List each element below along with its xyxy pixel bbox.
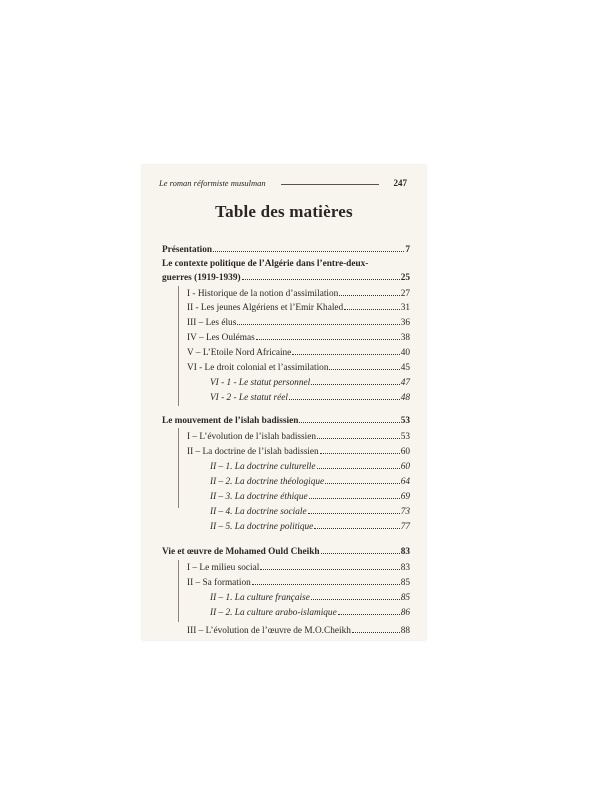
toc-entry-label: II – 1. La doctrine culturelle <box>210 462 316 472</box>
toc-entry-page: 64 <box>400 477 410 487</box>
toc-entry-page: 53 <box>400 416 410 426</box>
toc-entry <box>210 376 410 389</box>
leader-dots <box>289 391 400 400</box>
toc-entry-label: VI - 2 - Le statut réel <box>210 393 288 403</box>
toc-entry <box>162 271 410 284</box>
toc-entry-label: II – Sa formation <box>187 578 251 588</box>
section-brace <box>178 428 179 508</box>
toc-entry-label: VI - Le droit colonial et l’assimilation <box>187 363 329 373</box>
toc-entry <box>162 414 410 427</box>
toc-entry-page: 85 <box>400 578 410 588</box>
toc-entry-label: II – 1. La culture française <box>210 593 310 603</box>
toc-entry-page: 83 <box>400 563 410 573</box>
toc-entry <box>210 505 410 518</box>
toc-entry-page: 45 <box>400 363 410 373</box>
toc-entry-label: Vie et œuvre de Mohamed Ould Cheikh <box>162 547 320 557</box>
section-brace <box>178 560 179 622</box>
leader-dots <box>339 287 399 296</box>
toc-entry-page: 25 <box>400 273 410 283</box>
toc-entry-page: 53 <box>400 432 410 442</box>
leader-dots <box>309 490 400 499</box>
toc-entry-label: II - Les jeunes Algériens et l’Emir Khaled <box>187 303 344 313</box>
toc-entry-label: II – 2. La doctrine théologique <box>210 477 325 487</box>
toc-entry <box>210 475 410 488</box>
toc-entry <box>187 430 410 443</box>
toc-entry-label: Le mouvement de l’islah badissien <box>162 416 299 426</box>
running-title: Le roman réformiste musulman <box>159 178 266 188</box>
toc-entry-label: IV – Les Oulémas <box>187 333 255 343</box>
leader-dots <box>213 243 404 252</box>
toc-entry <box>162 243 410 256</box>
toc-entry-page: 7 <box>405 245 410 255</box>
toc-entry-label: II – 4. La doctrine sociale <box>210 507 307 517</box>
toc-entry-label: III – Les élus <box>187 318 237 328</box>
toc-entry-page: 86 <box>400 608 410 618</box>
toc-entry-label: VI - 1 - Le statut personnel <box>210 378 311 388</box>
toc-entry <box>187 316 410 329</box>
toc-entry <box>187 346 410 359</box>
leader-dots <box>237 316 399 325</box>
toc-entry <box>210 490 410 503</box>
toc-entry-page: 47 <box>400 378 410 388</box>
leader-dots <box>292 346 399 355</box>
toc-entry-label-line1: Le contexte politique de l’Algérie dans l’entre-deux- <box>162 259 369 269</box>
toc-entry-label: II – 2. La culture arabo-islamique <box>210 608 337 618</box>
toc-entry <box>162 545 410 558</box>
toc-entry <box>187 287 410 300</box>
leader-dots <box>242 271 400 280</box>
leader-dots <box>260 561 399 570</box>
toc-entry-label: II – La doctrine de l’islah badissien <box>187 447 319 457</box>
toc-entry-label: I - Historique de la notion d’assimilation <box>187 289 339 299</box>
toc-entry <box>187 301 410 314</box>
toc-entry-page: 77 <box>400 522 410 532</box>
leader-dots <box>311 376 400 385</box>
toc-entry <box>187 331 410 344</box>
leader-dots <box>344 301 400 310</box>
leader-dots <box>317 430 400 439</box>
leader-dots <box>299 414 399 423</box>
toc-entry <box>210 460 410 473</box>
toc-entry <box>210 606 410 619</box>
toc-heading: Table des matières <box>215 202 353 221</box>
leader-dots <box>252 576 400 585</box>
toc-entry <box>187 576 410 589</box>
toc-entry <box>187 361 410 374</box>
toc-entry-page: 69 <box>400 492 410 502</box>
toc-entry-page: 38 <box>400 333 410 343</box>
toc-entry-page: 40 <box>400 348 410 358</box>
leader-dots <box>329 361 399 370</box>
toc-entry-label: V – L’Etoile Nord Africaine <box>187 348 292 358</box>
toc-entry-page: 27 <box>400 289 410 299</box>
toc-entry <box>187 561 410 574</box>
toc-entry-page: 31 <box>400 303 410 313</box>
toc-entry <box>187 624 410 637</box>
leader-dots <box>352 624 400 633</box>
toc-entry <box>187 445 410 458</box>
toc-entry-page: 73 <box>400 507 410 517</box>
section-brace <box>178 286 179 406</box>
toc-entry-page: 83 <box>400 547 410 557</box>
leader-dots <box>338 606 400 615</box>
leader-dots <box>311 591 400 600</box>
toc-entry-page: 36 <box>400 318 410 328</box>
leader-dots <box>308 505 400 514</box>
toc-entry-label: III – L’évolution de l’œuvre de M.O.Cheikh <box>187 626 351 636</box>
toc-entry-label: II – 5. La doctrine politique <box>210 522 314 532</box>
toc-entry-page: 60 <box>400 462 410 472</box>
book-page <box>142 165 426 640</box>
toc-entry <box>210 520 410 533</box>
toc-entry <box>210 391 410 404</box>
toc-entry <box>210 591 410 604</box>
leader-dots <box>317 460 400 469</box>
leader-dots <box>314 520 399 529</box>
toc-entry-label: I – Le milieu social <box>187 563 260 573</box>
toc-entry-label: II – 3. La doctrine éthique <box>210 492 308 502</box>
leader-dots <box>256 331 400 340</box>
toc-entry-page: 60 <box>400 447 410 457</box>
leader-dots <box>325 475 400 484</box>
toc-entry-label: guerres (1919-1939) <box>162 273 241 283</box>
page-number: 247 <box>393 178 407 188</box>
leader-dots <box>321 545 400 554</box>
toc-entry-label: I – L’évolution de l’islah badissien <box>187 432 317 442</box>
toc-entry-label: Présentation <box>162 245 213 255</box>
toc-entry-page: 85 <box>400 593 410 603</box>
table-of-contents <box>142 165 426 640</box>
leader-dots <box>320 445 400 454</box>
toc-entry-page: 48 <box>400 393 410 403</box>
toc-entry-page: 88 <box>400 626 410 636</box>
